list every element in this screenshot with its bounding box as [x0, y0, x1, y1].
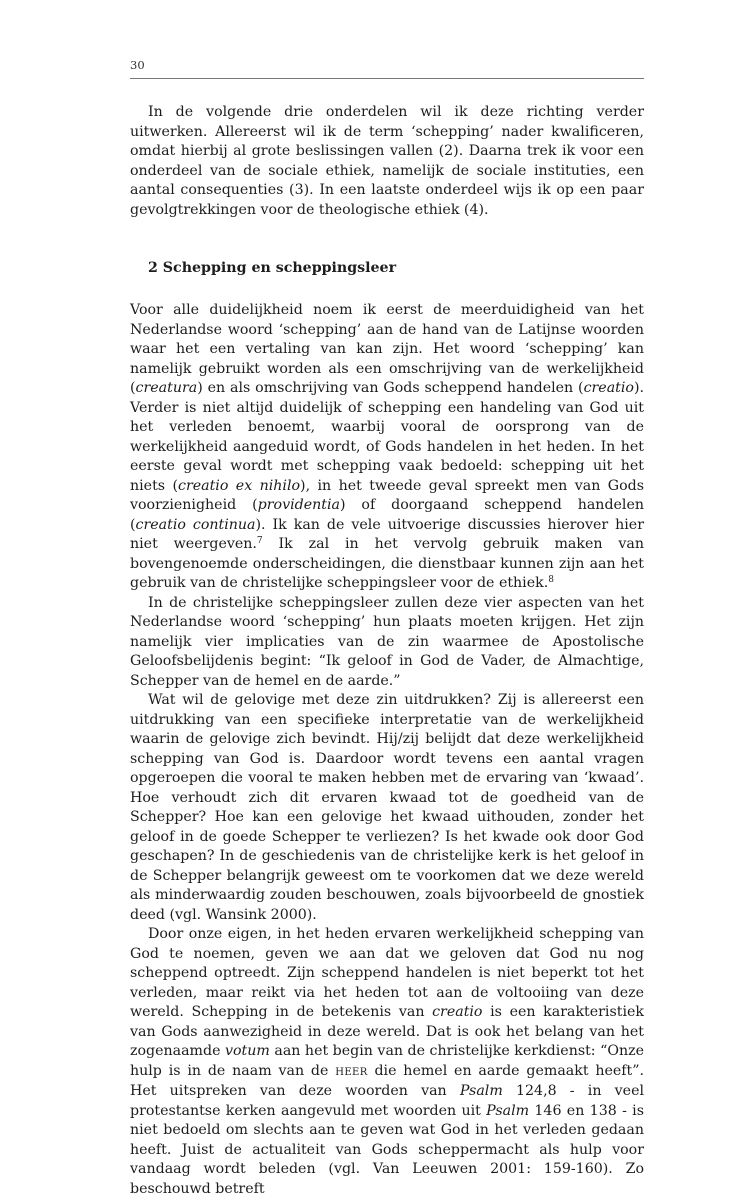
footnote-ref-8[interactable]: 8	[548, 575, 554, 585]
section-heading: 2 Schepping en scheppingsleer	[148, 260, 397, 276]
intro-paragraph: In de volgende drie onderdelen wil ik deze richting verder uitwerken. Allereerst wil ik de term ‘schepping’ nader kwalificeren, omdat hierbij al grote beslissingen vallen (2). Daarna trek ik voor een onderdeel van de sociale ethiek, namelijk de sociale instituties, een aantal consequenties (3). In een laatste onderdeel wijs ik op een paar gevolgtrekkingen voor de theologische ethiek (4).	[130, 104, 644, 218]
header-rule	[130, 78, 644, 79]
paragraph-3: Wat wil de gelovige met deze zin uitdrukken? Zij is allereerst een uitdrukking van een specifieke interpretatie van de werkelijkheid waarin de gelovige zich bevindt. Hij/zij belijdt dat deze werkelijkheid schepping van God is. Daardoor wordt tevens een aantal vragen opgeroepen die vooral te maken hebben met de ervaring van ‘kwaad’. Hoe verhoudt zich dit ervaren kwaad tot de goedheid van de Schepper? Hoe kan een gelovige het kwaad uithouden, zonder het geloof in de goede Schepper te verliezen? Is het kwade ook door God geschapen? In de geschiedenis van de christelijke kerk is het geloof in de Schepper belangrijk geweest om te voorkomen dat we deze wereld als minderwaardig zouden beschouwen, zoals bijvoorbeeld de gnostiek deed (vgl. Wansink 2000).	[130, 692, 644, 923]
paragraph-4: Door onze eigen, in het heden ervaren werkelijkheid schepping van God te noemen, geven we aan dat we geloven dat God nu nog scheppend optreedt. Zijn scheppend handelen is niet beperkt tot het verleden, maar reikt via het heden tot aan de voltooiing van deze wereld. Schepping in de betekenis van creatio is een karakteristiek van Gods aanwezigheid in deze wereld. Dat is ook het belang van het zogenaamde votum aan het begin van de christelijke kerkdienst: “Onze hulp is in de naam van de HEER die hemel en aarde gemaakt heeft”. Het uitspreken van deze woorden van Psalm 124,8 - in veel protestantse kerken aangevuld met woorden uit Psalm 146 en 138 - is niet bedoeld om slechts aan te geven wat God in het verleden gedaan heeft. Juist de actualiteit van Gods scheppermacht als hulp voor vandaag wordt beleden (vgl. Van Leeuwen 2001: 159-160). Zo beschouwd betreft	[130, 926, 645, 1197]
page	[130, 58, 644, 1199]
page-number: 30	[130, 58, 145, 72]
paragraph-2: In de christelijke scheppingsleer zullen deze vier aspecten van het Nederlandse woord ‘schepping’ hun plaats moeten krijgen. Het zijn namelijk vier implicaties van de zin waarmee de Apostolische Geloofsbelijdenis begint: “Ik geloof in God de Vader, de Almachtige, Schepper van de hemel en de aarde.”	[130, 594, 644, 689]
small-caps-heer: HEER	[335, 1066, 368, 1078]
footnote-ref-7[interactable]: 7	[256, 536, 263, 546]
paragraph-1: Voor alle duidelijkheid noem ik eerst de meerduidigheid van het Nederlandse woord ‘schepping’ aan de hand van de Latijnse woorden waar het een vertaling van kan zijn. Het woord ‘schepping’ kan namelijk gebruikt worden als een omschrijving van de werkelijkheid (creatura) en als omschrijving van Gods scheppend handelen (creatio). Verder is niet altijd duidelijk of schepping een handeling van God uit het verleden benoemt, waarbij vooral de oorsprong van de werkelijkheid aangeduid wordt, of Gods handelen in het heden. In het eerste geval wordt met schepping vaak bedoeld: schepping uit het niets (creatio ex nihilo), in het tweede geval spreekt men van Gods voorzienigheid (providentia) of doorgaand scheppend handelen (creatio continua). Ik kan de vele uitvoerige discussies hierover hier niet weergeven.$^7$ Ik zal in het vervolg gebruik maken van bovengenoemde onderscheidingen, die dienstbaar kunnen zijn aan het gebruik van de christelijke scheppingsleer voor de ethiek.$^8$	[130, 302, 644, 591]
